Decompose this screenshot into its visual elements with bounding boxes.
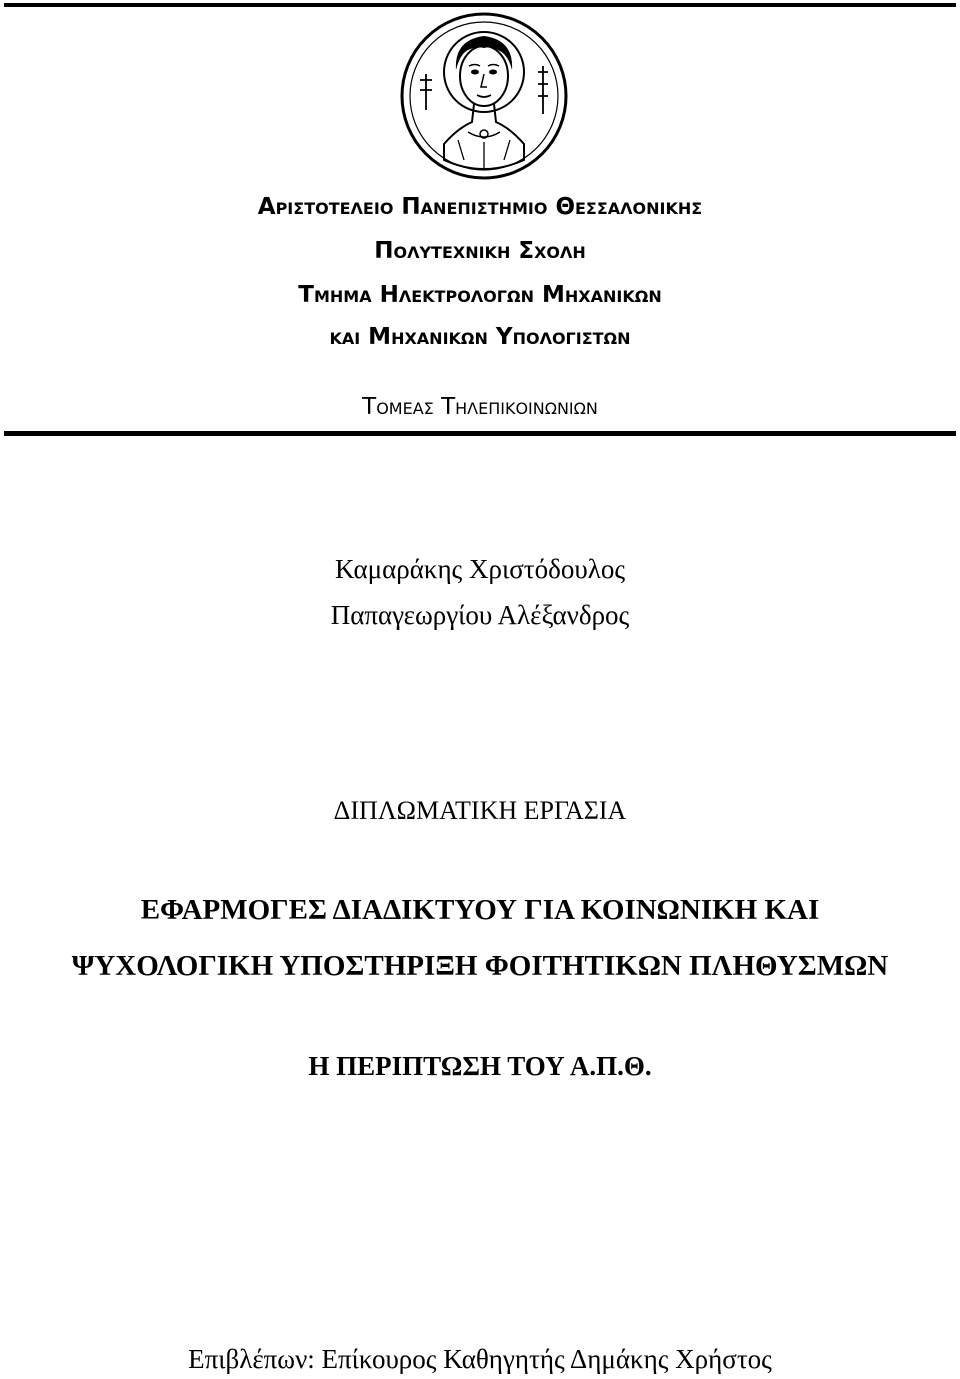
sector-name: Τομεας Τηλεπικοινωνιων xyxy=(362,394,598,420)
header-divider xyxy=(4,431,956,436)
university-seal-icon xyxy=(398,10,570,182)
author-name: Καμαράκης Χριστόδουλος xyxy=(334,554,626,584)
document-type: ΔΙΠΛΩΜΑΤΙΚΗ ΕΡΓΑΣΙΑ xyxy=(333,796,627,825)
department-name-line1: Τμημα Ηλεκτρολογων Μηχανικων xyxy=(298,282,662,308)
thesis-title-line2: ΨΥΧΟΛΟΓΙΚΗ ΥΠΟΣΤΗΡΙΞΗ ΦΟΙΤΗΤΙΚΩΝ ΠΛΗΘΥΣΜΩΝ xyxy=(71,950,889,982)
university-name: Αριστοτελειο Πανεπιστημιο Θεσσαλονικης xyxy=(257,194,703,220)
supervisor-line: Επιβλέπων: Επίκουρος Καθηγητής Δημάκης Χρήστος xyxy=(188,1344,772,1374)
thesis-subtitle: Η ΠΕΡΙΠΤΩΣΗ ΤΟΥ Α.Π.Θ. xyxy=(308,1051,652,1081)
top-rule xyxy=(4,3,956,7)
author-name: Παπαγεωργίου Αλέξανδρος xyxy=(330,600,630,630)
thesis-title-line1: ΕΦΑΡΜΟΓΕΣ ΔΙΑΔΙΚΤΥΟΥ ΓΙΑ ΚΟΙΝΩΝΙΚΗ ΚΑΙ xyxy=(140,894,820,926)
school-name: Πολυτεχνικη Σχολη xyxy=(374,238,586,264)
department-name-line2: και Μηχανικων Υπολογιστων xyxy=(329,324,631,350)
